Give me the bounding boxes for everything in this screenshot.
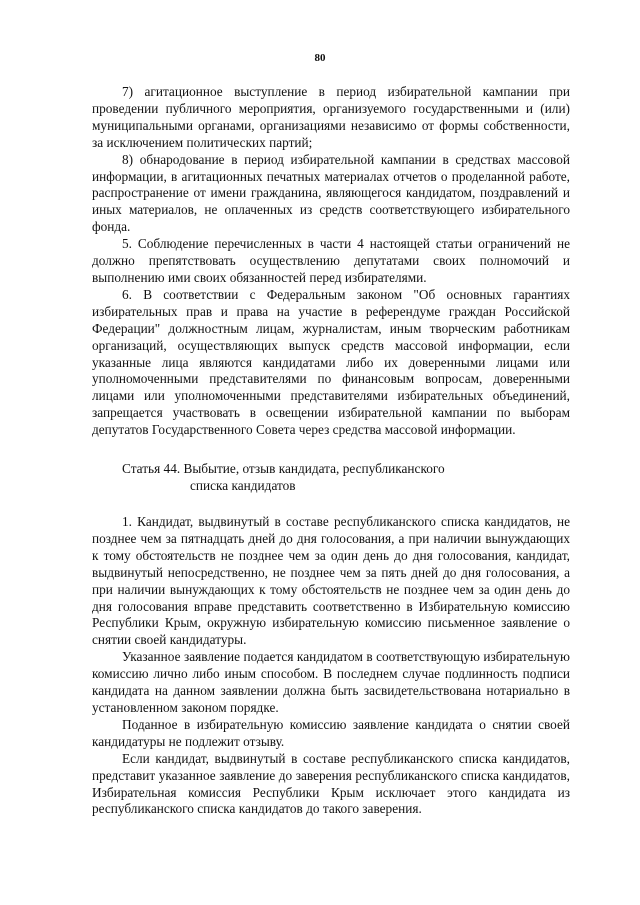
article-heading-line2: списка кандидатов: [190, 478, 296, 494]
paragraph-part-5: 5. Соблюдение перечисленных в части 4 настоящей статьи ограничений не должно препятствовать осуществлению депутатами своих полномочий и выполнению ими своих обязанностей перед избирателями.: [92, 236, 570, 285]
paragraph-exclusion: Если кандидат, выдвинутый в составе республиканского списка кандидатов, представит указанное заявление до заверения республиканского списка кандидатов, Избирательная комиссия Республики Крым исключает этого кандидата из республиканского списка кандидатов до такого заверения.: [92, 750, 570, 817]
paragraph-no-recall: Поданное в избирательную комиссию заявление кандидата о снятии своей кандидатуры не подлежит отзыву.: [92, 716, 570, 749]
page-number: 80: [314, 52, 326, 64]
article-heading: [122, 460, 570, 494]
paragraph-item-8: 8) обнародование в период избирательной кампании в средствах массовой информации, в агитационных печатных материалах отчетов о проделанной работе, распространение от имени гражданина, являющегося кандидатом, поздравлений и иных материалов, не оплаченных из средств соответствующего избирательного фонда.: [92, 151, 570, 235]
paragraph-part-1: 1. Кандидат, выдвинутый в составе республиканского списка кандидатов, не позднее чем за пятнадцать дней до дня голосования, а при наличии вынуждающих к тому обстоятельств не позднее чем за один день до дня голосования, кандидат, выдвинутый непосредственно, не позднее чем за пять дней до дня голосования, а при наличии вынуждающих к тому обстоятельств не позднее чем за один день до дня голосования вправе представить соответственно в Избирательную комиссию Республики Крым, окружную избирательную комиссию письменное заявление о снятии своей кандидатуры.: [92, 514, 570, 648]
article-heading-line1: Статья 44. Выбытие, отзыв кандидата, республиканского: [122, 461, 445, 477]
paragraph-item-7: 7) агитационное выступление в период избирательной кампании при проведении публичного мероприятия, организуемого государственными и (или) муниципальными органами, организациями независимо от формы собственности, за исключением политических партий;: [92, 84, 570, 150]
paragraph-statement-filing: Указанное заявление подается кандидатом в соответствующую избирательную комиссию лично либо иным способом. В последнем случае подлинность подписи кандидата на данном заявлении должна быть засвидетельствована нотариально в установленном законом порядке.: [92, 649, 570, 715]
document-body: [92, 84, 570, 818]
paragraph-part-6: 6. В соответствии с Федеральным законом "Об основных гарантиях избирательных прав и права на участие в референдуме граждан Российской Федерации" должностным лицам, журналистам, иным творческим работникам организаций, осуществляющих выпуск средств массовой информации, если указанные лица являются кандидатами либо их доверенными лицами или уполномоченными представителями по финансовым вопросам, доверенными лицами или уполномоченными представителями избирательных объединений, запрещается участвовать в освещении избирательной кампании по выборам депутатов Государственного Совета через средства массовой информации.: [92, 286, 570, 438]
